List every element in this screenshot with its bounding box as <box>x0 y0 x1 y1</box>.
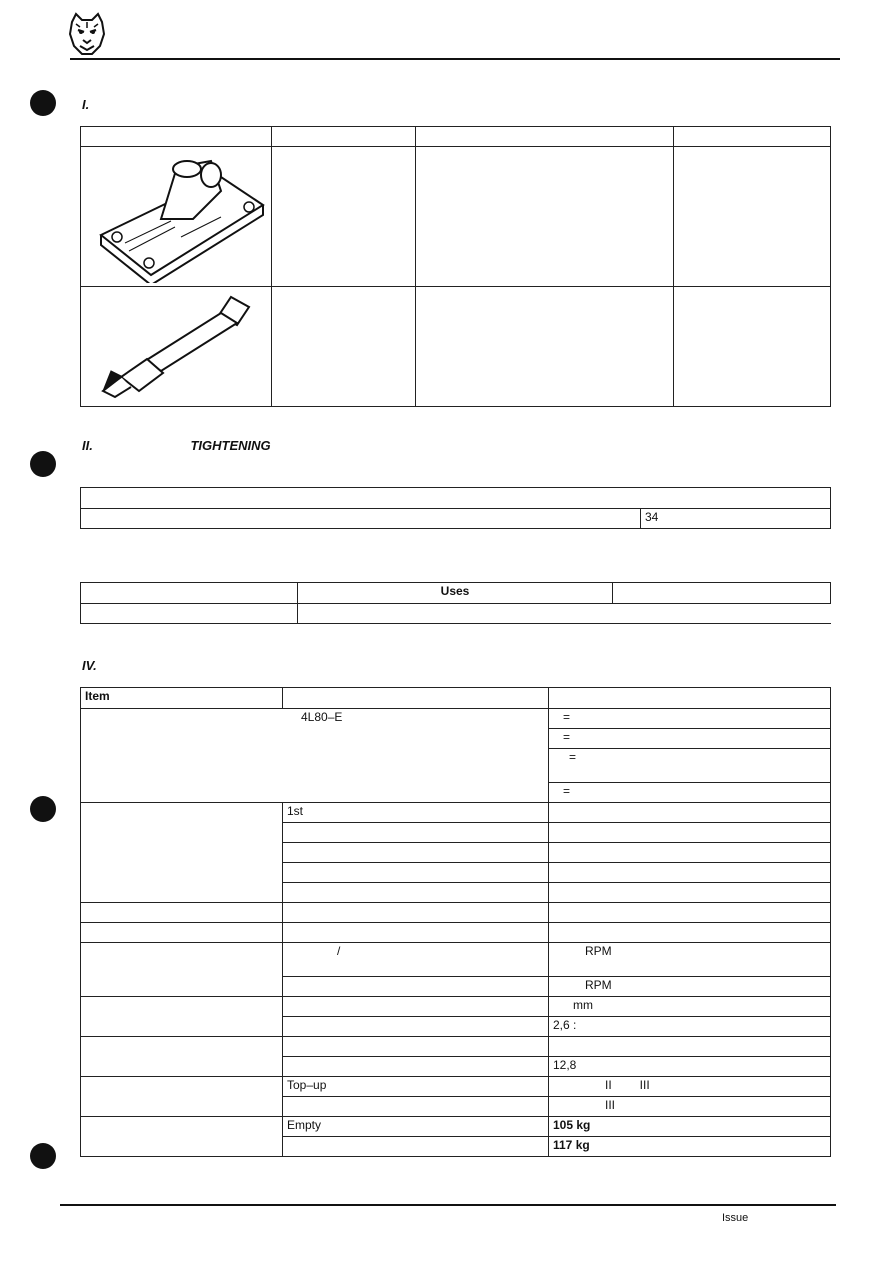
fixture-plate-tool-icon <box>81 147 270 283</box>
item-column-header: Item <box>85 689 110 703</box>
value-12-8: 12,8 <box>553 1058 577 1072</box>
rpm-unit: RPM <box>585 944 612 958</box>
weight-full-value: 117 kg <box>553 1138 590 1152</box>
rpm-unit: RPM <box>585 978 612 992</box>
margin-marker <box>30 1143 56 1169</box>
margin-marker <box>30 451 56 477</box>
grade-value: III <box>639 1078 650 1092</box>
grade-value: II <box>605 1078 612 1092</box>
topup-label: Top–up <box>287 1078 327 1092</box>
footer-rule <box>60 1204 836 1206</box>
ratio-value: 2,6 : <box>553 1018 577 1032</box>
section-2-title: TIGHTENING <box>190 438 271 453</box>
uses-column-header: Uses <box>440 584 470 598</box>
spec-equals: = <box>563 784 571 798</box>
section-4-heading: IV. <box>82 658 97 673</box>
slash-separator: / <box>337 944 341 958</box>
margin-marker <box>30 90 56 116</box>
issue-label: Issue <box>722 1212 749 1224</box>
drift-punch-tool-icon <box>81 287 270 403</box>
torque-table <box>80 487 831 529</box>
spec-equals: = <box>563 710 571 724</box>
grade-value: III <box>605 1098 616 1112</box>
specifications-table <box>80 687 831 1157</box>
jaguar-head-icon <box>66 12 108 56</box>
empty-label: Empty <box>287 1118 322 1132</box>
gear-first-label: 1st <box>287 804 304 818</box>
spec-equals: = <box>569 750 577 764</box>
section-2-heading <box>82 438 271 453</box>
tools-table <box>80 126 831 407</box>
weight-empty-value: 105 kg <box>553 1118 591 1132</box>
section-1-heading: I. <box>82 97 90 112</box>
torque-value: 34 <box>645 510 659 524</box>
mm-unit: mm <box>573 998 593 1012</box>
margin-marker <box>30 796 56 822</box>
transmission-model: 4L80–E <box>301 710 343 724</box>
header-rule <box>70 58 840 60</box>
uses-table <box>80 582 831 624</box>
spec-equals: = <box>563 730 571 744</box>
section-2-number: II. <box>82 438 93 453</box>
